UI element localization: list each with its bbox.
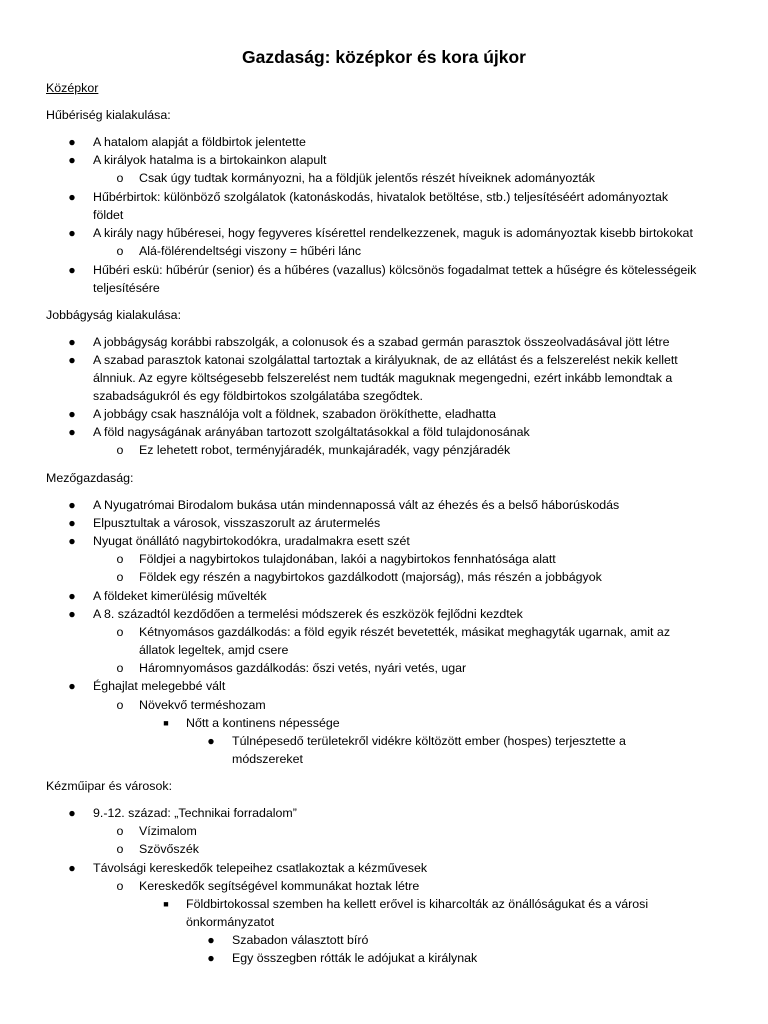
page-title: Gazdaság: középkor és kora újkor — [242, 47, 526, 67]
list-item: A jobbágyság korábbi rabszolgák, a colonusok és a szabad germán parasztok összeolvadásával jött létre — [93, 335, 670, 349]
list-item-continuation: állatok legeltek, amjd csere — [139, 643, 289, 657]
heading-jobbagysag: Jobbágyság kialakulása: — [46, 308, 182, 322]
bullet-circle: o — [116, 244, 124, 258]
bullet-disc: ● — [68, 226, 76, 240]
list-item: A jobbágy csak használója volt a földnek, szabadon örökíthette, eladhatta — [93, 407, 496, 421]
list-item-continuation: önkormányzatot — [186, 915, 275, 929]
list-item: 9.-12. század: „Technikai forradalom” — [93, 806, 297, 820]
bullet-disc: ● — [68, 190, 76, 204]
list-item-continuation: földet — [93, 208, 124, 222]
bullet-disc: ● — [68, 425, 76, 439]
list-item: Hűbérbirtok: különböző szolgálatok (katonáskodás, hivatalok betöltése, stb.) teljesítéséért adományoztak — [93, 190, 669, 204]
bullet-disc: ● — [68, 516, 76, 530]
list-item-continuation: szabadságukról és egy földbirtokos szolgálatába szegődtek. — [93, 389, 423, 403]
list-item: A földeket kimerülésig művelték — [93, 589, 267, 603]
heading-kezmuipar: Kézműipar és városok: — [46, 779, 173, 793]
bullet-disc: ● — [68, 335, 76, 349]
list-item: Szövőszék — [139, 842, 199, 856]
list-item: A szabad parasztok katonai szolgálattal tartoztak a királyuknak, de az ellátást és a felszerelést nekik kellett — [93, 353, 678, 367]
bullet-circle: o — [116, 824, 124, 838]
bullet-circle: o — [116, 443, 124, 457]
list-item-continuation: teljesítésére — [93, 281, 160, 295]
bullet-square: ■ — [163, 899, 169, 909]
list-item: Nyugat önállátó nagybirtokodókra, uradalmakra esett szét — [93, 534, 410, 548]
list-item: A hatalom alapját a földbirtok jelentette — [93, 135, 306, 149]
list-item: Alá-fölérendeltségi viszony = hűbéri lánc — [139, 244, 362, 258]
bullet-circle: o — [116, 171, 124, 185]
bullet-circle: o — [116, 842, 124, 856]
bullet-circle: o — [116, 625, 124, 639]
bullet-disc: ● — [68, 861, 76, 875]
bullet-square: ■ — [163, 718, 169, 728]
list-item: Nőtt a kontinens népessége — [186, 716, 340, 730]
bullet-disc: ● — [68, 498, 76, 512]
list-item: Csak úgy tudtak kormányozni, ha a földjük jelentős részét híveiknek adományozták — [139, 171, 595, 185]
list-item: A Nyugatrómai Birodalom bukása után mindennapossá vált az éhezés és a belső háborúskodás — [93, 498, 620, 512]
bullet-disc: ● — [68, 806, 76, 820]
list-item: Háromnyomásos gazdálkodás: őszi vetés, nyári vetés, ugar — [139, 661, 467, 675]
bullet-disc: ● — [68, 534, 76, 548]
list-item: Vízimalom — [139, 824, 197, 838]
list-item: A 8. századtól kezdődően a termelési módszerek és eszközök fejlődni kezdtek — [93, 607, 523, 621]
heading-mezogazdasag: Mezőgazdaság: — [46, 471, 134, 485]
list-item: Elpusztultak a városok, visszaszorult az árutermelés — [93, 516, 381, 530]
bullet-disc: ● — [68, 153, 76, 167]
bullet-disc: ● — [68, 679, 76, 693]
list-item: Kereskedők segítségével kommunákat hoztak létre — [139, 879, 420, 893]
list-item: Hűbéri eskü: hűbérúr (senior) és a hűbéres (vazallus) kölcsönös fogadalmat tettek a hűségre és kötelességeik — [93, 263, 697, 277]
list-item: Földbirtokossal szemben ha kellett erővel is kiharcolták az önállóságukat és a városi — [186, 897, 649, 911]
bullet-circle: o — [116, 570, 124, 584]
bullet-disc: ● — [68, 263, 76, 277]
bullet-circle: o — [116, 879, 124, 893]
list-item: Éghajlat melegebbé vált — [93, 679, 226, 693]
list-item: Túlnépesedő területekről vidékre költözött ember (hospes) terjesztette a — [232, 734, 626, 748]
bullet-disc: ● — [68, 589, 76, 603]
bullet-disc: ● — [68, 407, 76, 421]
bullet-disc: ● — [68, 353, 76, 367]
bullet-circle: o — [116, 552, 124, 566]
list-item: Szabadon választott bíró — [232, 933, 369, 947]
list-item: A király nagy hűbéresei, hogy fegyveres kísérettel rendelkezzenek, maguk is adományoztak kisebb birtokokat — [93, 226, 693, 240]
list-item: Távolsági kereskedők telepeihez csatlakoztak a kézművesek — [93, 861, 428, 875]
heading-hubeiseg: Hűbériség kialakulása: — [46, 108, 171, 122]
list-item-continuation: álnniuk. Az egyre költségesebb felszerelést nem tudták maguknak megengedni, ezért inkább lemondtak a — [93, 371, 673, 385]
list-item: Földek egy részén a nagybirtokos gazdálkodott (majorság), más részén a jobbágyok — [139, 570, 602, 584]
bullet-disc: ● — [207, 734, 215, 748]
bullet-circle: o — [116, 698, 124, 712]
list-item: Kétnyomásos gazdálkodás: a föld egyik részét bevetették, másikat meghagyták ugarnak, amit az — [139, 625, 671, 639]
bullet-disc: ● — [207, 933, 215, 947]
list-item: Növekvő terméshozam — [139, 698, 266, 712]
bullet-disc: ● — [68, 135, 76, 149]
bullet-disc: ● — [68, 607, 76, 621]
section-heading-kozepkor: Középkor — [46, 81, 99, 95]
list-item: Ez lehetett robot, terményjáradék, munkajáradék, vagy pénzjáradék — [139, 443, 511, 457]
list-item: Földjei a nagybirtokos tulajdonában, lakói a nagybirtokos fennhatósága alatt — [139, 552, 556, 566]
list-item: A föld nagyságának arányában tartozott szolgáltatásokkal a föld tulajdonosának — [93, 425, 530, 439]
bullet-disc: ● — [207, 951, 215, 965]
list-item: A királyok hatalma is a birtokainkon alapult — [93, 153, 327, 167]
list-item: Egy összegben rótták le adójukat a királynak — [232, 951, 478, 965]
list-item-continuation: módszereket — [232, 752, 303, 766]
bullet-circle: o — [116, 661, 124, 675]
